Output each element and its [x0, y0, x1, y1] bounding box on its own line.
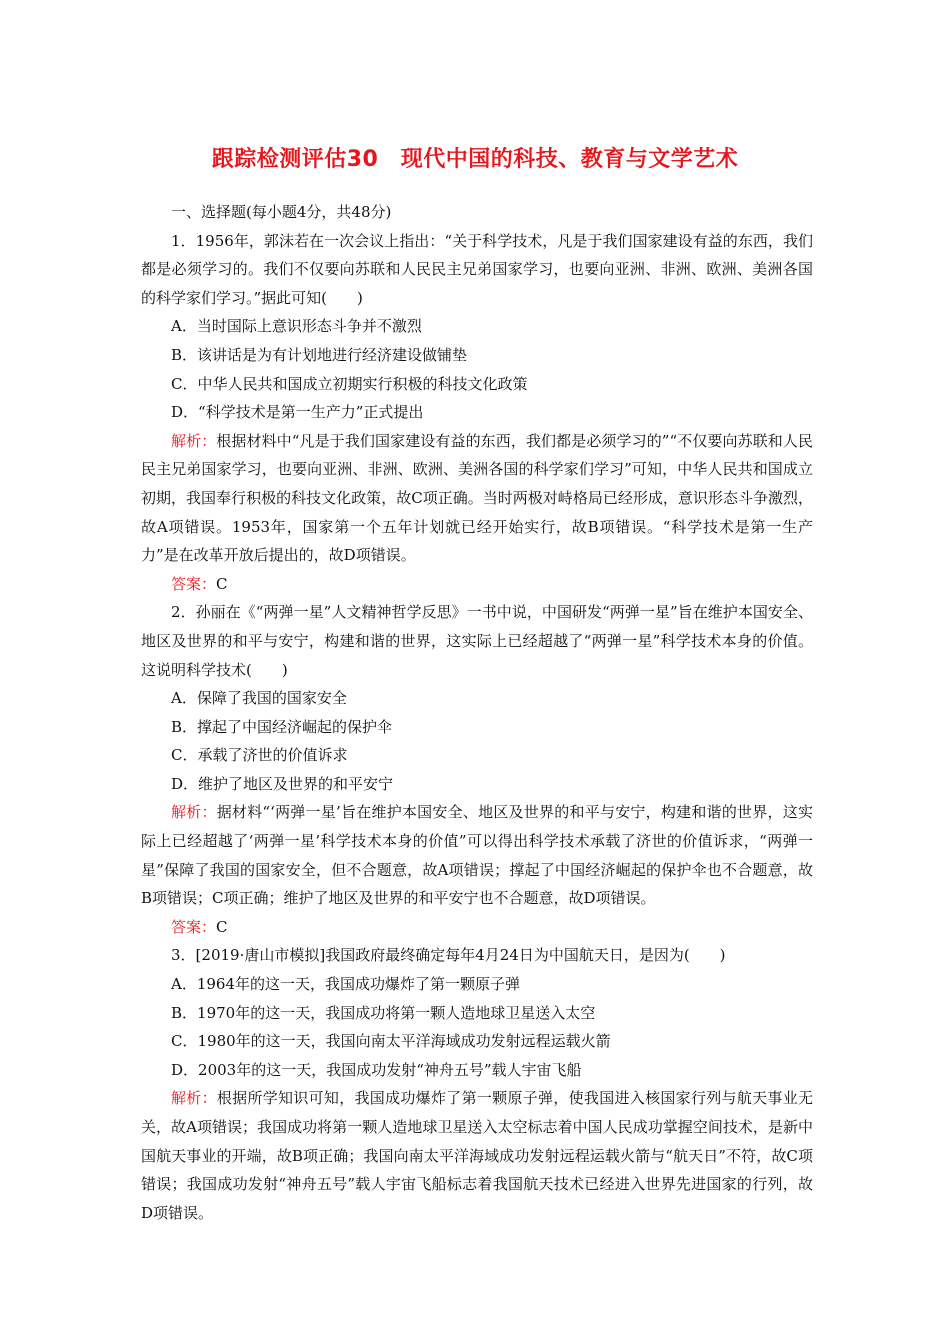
- option: C．中华人民共和国成立初期实行积极的科技文化政策: [171, 374, 528, 393]
- option: B．1970年的这一天，我国成功将第一颗人造地球卫星送入太空: [171, 1003, 596, 1022]
- analysis-text: 根据材料中“凡是于我们国家建设有益的东西，我们都是必须学习的”“不仅要向苏联和人民民主兄弟国家学习，也要向亚洲、非洲、欧洲、美洲各国的科学家们学习”可知，中华人民共和国成立初期，我国奉行积极的科技文化政策，故C项正确。当时两极对峙格局已经形成，意识形态斗争激烈，故A项错误。1953年，国家第一个五年计划就已经开始实行，故B项错误。“科学技术是第一生产力”是在改革开放后提出的，故D项错误。: [141, 431, 813, 565]
- option: D．2003年的这一天，我国成功发射“神舟五号”载人宇宙飞船: [171, 1060, 582, 1079]
- answer: [141, 570, 813, 599]
- option: C．承载了济世的价值诉求: [171, 746, 348, 765]
- analysis-label: 解析：: [171, 803, 217, 822]
- answer: [141, 913, 813, 942]
- analysis: [141, 798, 813, 912]
- option: B．撑起了中国经济崛起的保护伞: [171, 717, 393, 736]
- option: D．维护了地区及世界的和平安宁: [171, 774, 394, 793]
- page-title: 跟踪检测评估30 现代中国的科技、教育与文学艺术: [211, 147, 739, 172]
- option: A．1964年的这一天，我国成功爆炸了第一颗原子弹: [171, 975, 521, 994]
- analysis-text: 据材料“‘两弹一星’旨在维护本国安全、地区及世界的和平与安宁，构建和谐的世界，这实际上已经超越了‘两弹一星’科学技术本身的价值”可以得出科学技术承载了济世的价值诉求，“两弹一星”保障了我国的国家安全，但不合题意，故A项错误；撑起了中国经济崛起的保护伞也不合题意，故B项错误；C项正确；维护了地区及世界的和平安宁也不合题意，故D项错误。: [141, 803, 813, 908]
- option: B．该讲话是为有计划地进行经济建设做铺垫: [171, 345, 468, 364]
- option: A．当时国际上意识形态斗争并不激烈: [171, 317, 422, 336]
- analysis-label: 解析：: [171, 431, 217, 450]
- analysis: [141, 1084, 813, 1227]
- answer-value: C: [216, 574, 228, 593]
- option: D．“科学技术是第一生产力”正式提出: [171, 403, 424, 422]
- answer-label: 答案：: [171, 574, 217, 593]
- option: A．保障了我国的国家安全: [171, 689, 347, 708]
- answer-label: 答案：: [171, 917, 217, 936]
- analysis-text: 根据所学知识可知，我国成功爆炸了第一颗原子弹，使我国进入核国家行列与航天事业无关，故A项错误；我国成功将第一颗人造地球卫星送入太空标志着中国人民成功掌握空间技术，是新中国航天事业的开端，故B项正确；我国向南太平洋海域成功发射远程运载火箭与“航天日”不符，故C项错误；我国成功发射“神舟五号”载人宇宙飞船标志着我国航天技术已经进入世界先进国家的行列，故D项错误。: [141, 1089, 813, 1222]
- question-stem: 2．孙丽在《“两弹一星”人文精神哲学反思》一书中说，中国研发“两弹一星”旨在维护本国安全、地区及世界的和平与安宁，构建和谐的世界，这实际上已经超越了“两弹一星”科学技术本身的价值。这说明科学技术( ): [141, 603, 813, 679]
- analysis: [141, 427, 813, 570]
- question-stem: 1．1956年，郭沫若在一次会议上指出：“关于科学技术，凡是于我们国家建设有益的东西，我们都是必须学习的。我们不仅要向苏联和人民民主兄弟国家学习，也要向亚洲、非洲、欧洲、美洲各国的科学家们学习。”据此可知( ): [141, 231, 813, 307]
- option: C．1980年的这一天，我国向南太平洋海域成功发射远程运载火箭: [171, 1032, 611, 1051]
- analysis-label: 解析：: [171, 1089, 217, 1108]
- question-stem: 3．[2019·唐山市模拟]我国政府最终确定每年4月24日为中国航天日，是因为( ): [171, 946, 726, 965]
- document-body: [141, 198, 813, 1227]
- answer-value: C: [216, 917, 228, 936]
- section-heading: 一、选择题(每小题4分，共48分): [171, 203, 392, 221]
